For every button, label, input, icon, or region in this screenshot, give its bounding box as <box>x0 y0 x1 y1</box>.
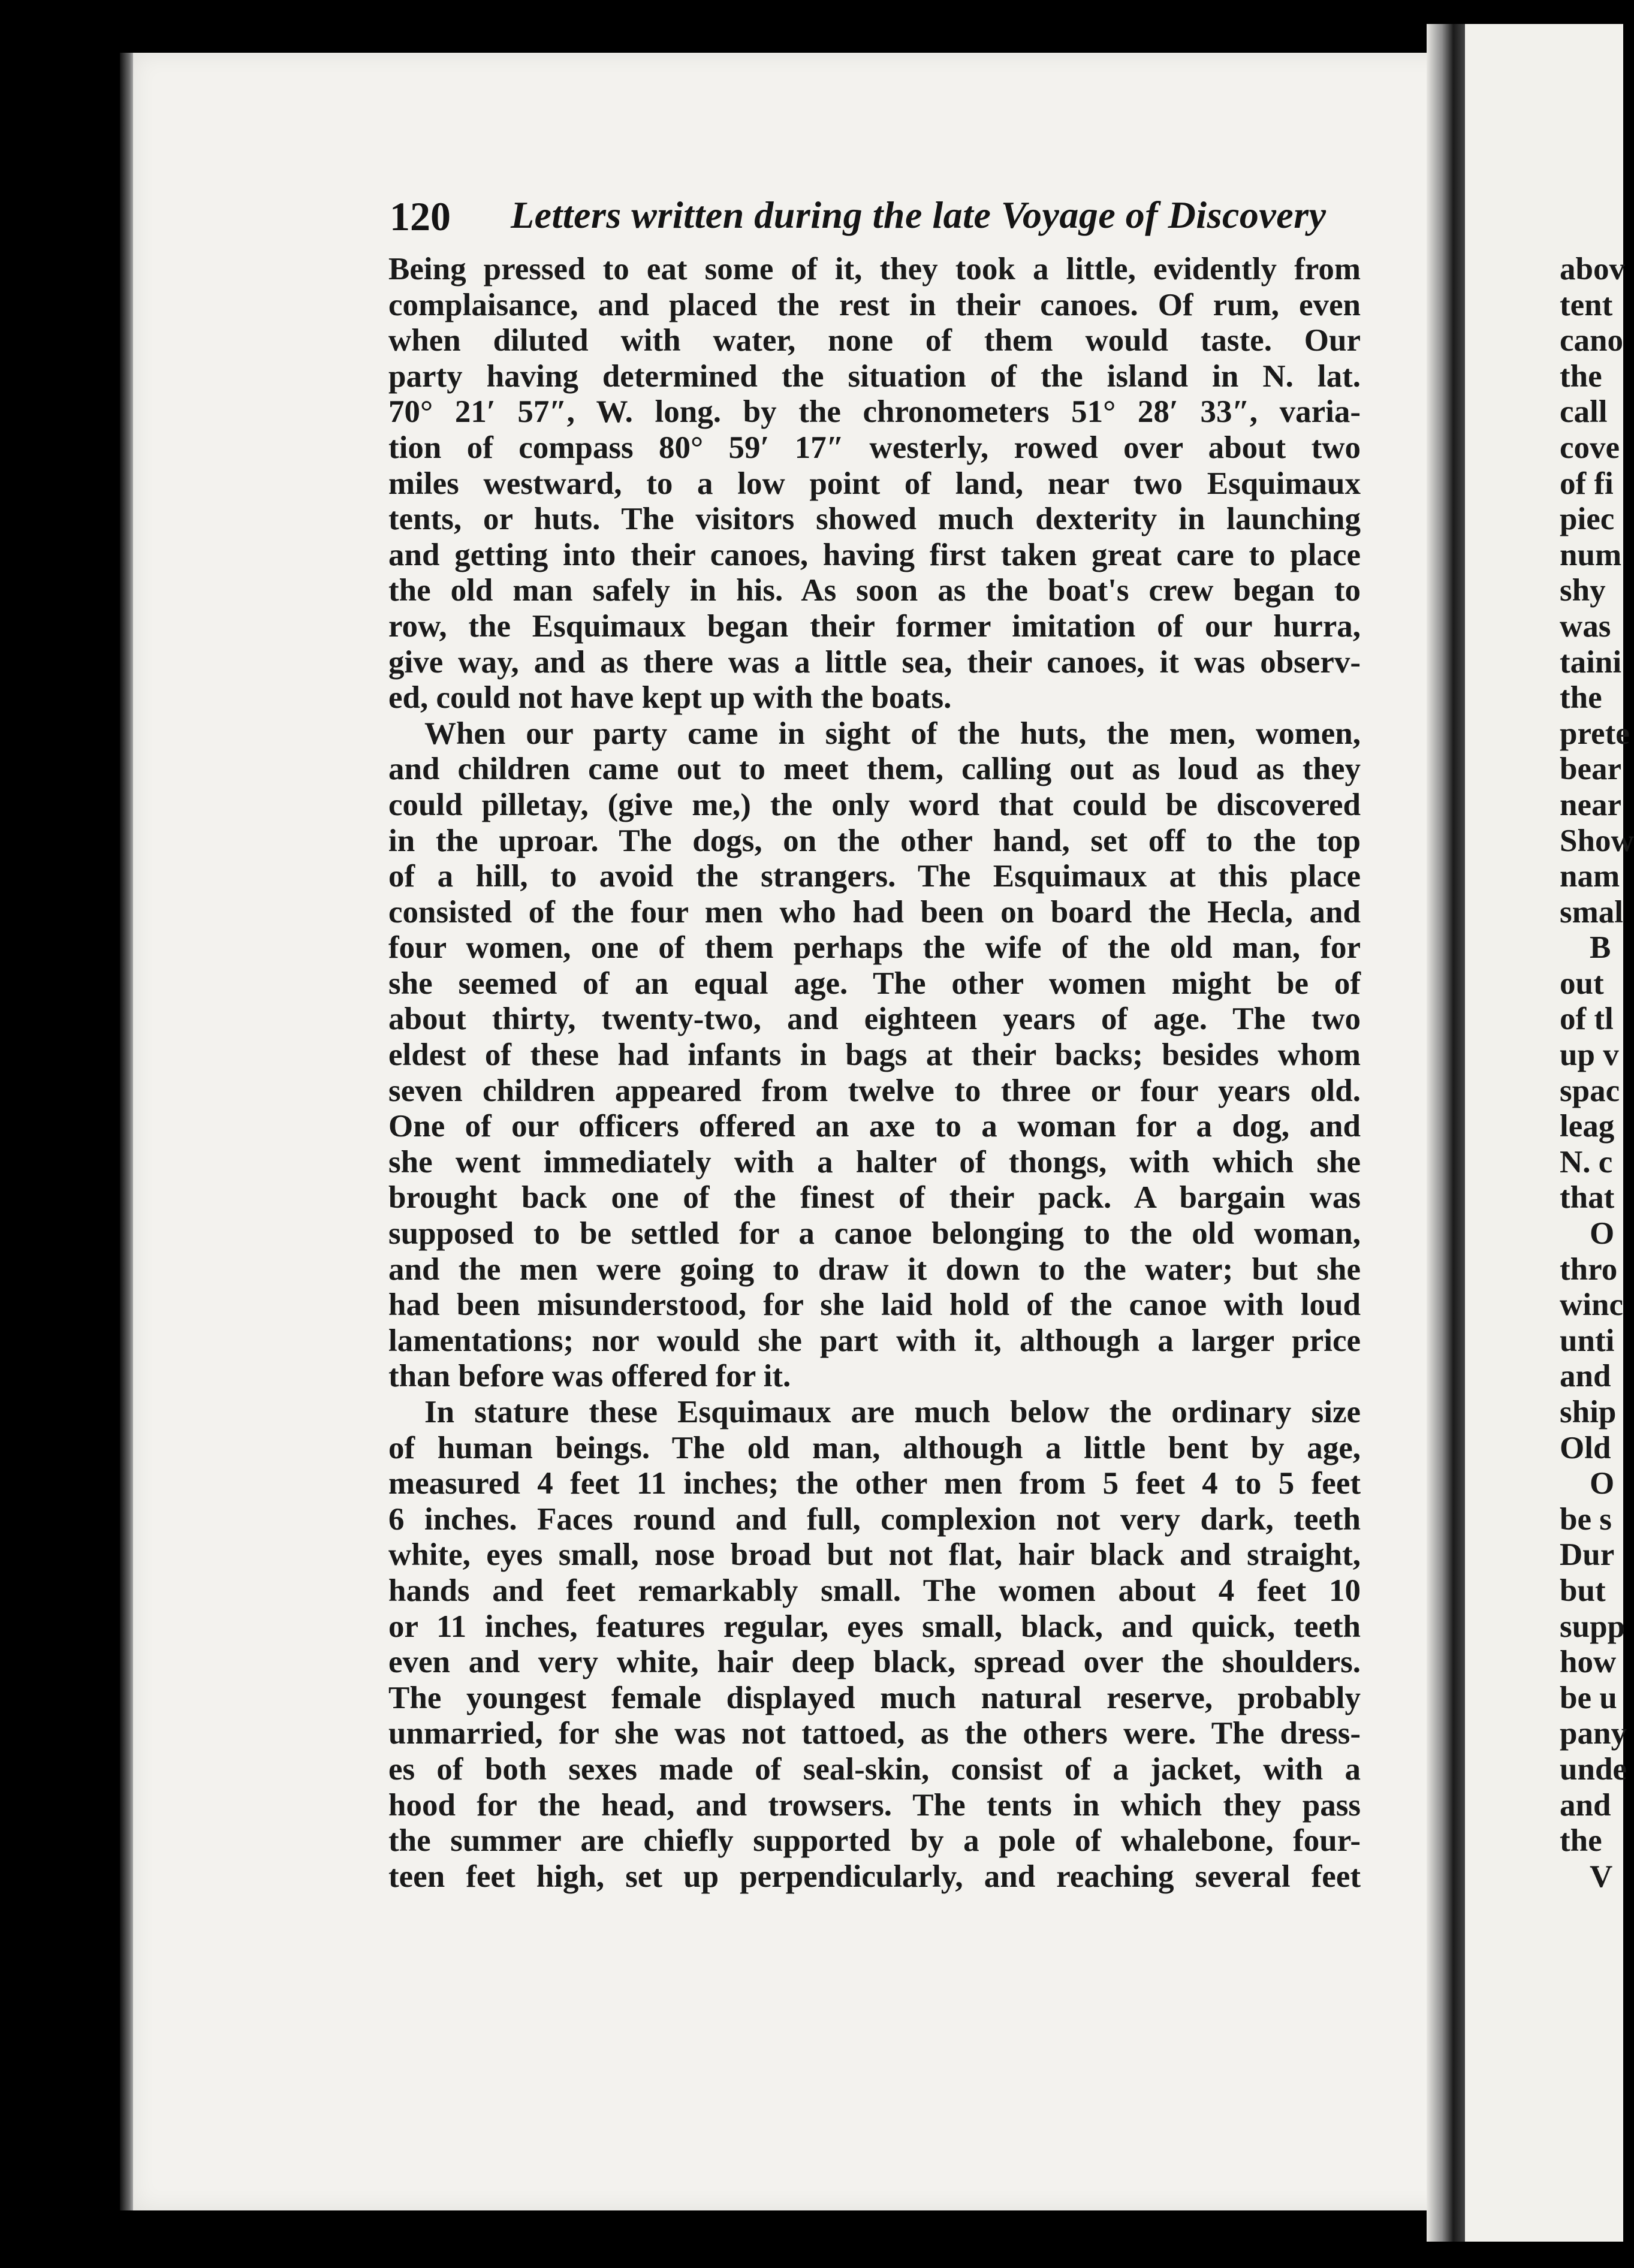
facing-text-line: cano <box>1560 323 1623 358</box>
text-line: The youngest female displayed much natural reserve, probably <box>388 1680 1361 1715</box>
text-line: Being pressed to eat some of it, they took a little, evidently from <box>388 252 1361 286</box>
facing-text-line: prete <box>1560 716 1630 751</box>
text-line: white, eyes small, nose broad but not flat, hair black and straight, <box>388 1537 1361 1573</box>
facing-text-line: V <box>1590 1859 1613 1894</box>
facing-text-line: smal <box>1560 894 1623 930</box>
text-line: she went immediately with a halter of thongs, with which she <box>388 1144 1361 1180</box>
facing-text-line: of tl <box>1560 1002 1614 1037</box>
facing-text-line: piec <box>1560 502 1615 537</box>
facing-text-line: near <box>1560 787 1622 822</box>
facing-text-line: nam <box>1560 859 1620 894</box>
text-line: One of our officers offered an axe to a woman for a dog, and <box>388 1109 1361 1144</box>
page-number: 120 <box>390 194 451 239</box>
text-line: give way, and as there was a little sea, their canoes, it was observ- <box>388 644 1361 680</box>
text-line: four women, one of them perhaps the wife of the old man, for <box>388 930 1361 966</box>
facing-text-line: and <box>1560 1787 1611 1823</box>
facing-text-line: ship <box>1560 1395 1617 1429</box>
text-line: had been misunderstood, for she laid hold of the canoe with loud <box>388 1287 1361 1323</box>
facing-text-line: supp <box>1560 1609 1626 1644</box>
text-line: seven children appeared from twelve to three or four years old. <box>388 1073 1361 1108</box>
text-line: hands and feet remarkably small. The women about 4 feet 10 <box>388 1573 1361 1608</box>
text-line: 70° 21′ 57″, W. long. by the chronometers 51° 28′ 33″, varia- <box>388 394 1361 430</box>
facing-text-line: but <box>1560 1573 1606 1608</box>
facing-text-line: pany <box>1560 1716 1627 1751</box>
text-line: hood for the head, and trowsers. The tents in which they pass <box>388 1787 1361 1823</box>
facing-text-line: how <box>1560 1645 1617 1680</box>
facing-text-line: leag <box>1560 1109 1615 1144</box>
facing-text-line: that <box>1560 1180 1615 1216</box>
text-line: the summer are chiefly supported by a pole of whalebone, four- <box>388 1823 1361 1859</box>
facing-text-line: num <box>1560 537 1622 572</box>
book-gutter <box>1427 24 1465 2242</box>
text-line: teen feet high, set up perpendicularly, and reaching several feet <box>388 1859 1361 1894</box>
text-line: consisted of the four men who had been on board the Hecla, and <box>388 894 1361 930</box>
text-line: es of both sexes made of seal-skin, consist of a jacket, with a <box>388 1751 1361 1787</box>
text-line: When our party came in sight of the huts, the men, women, <box>424 716 1361 751</box>
facing-text-line: Old <box>1560 1430 1611 1465</box>
text-line: row, the Esquimaux began their former imitation of our hurra, <box>388 608 1361 644</box>
text-line: of a hill, to avoid the strangers. The Esquimaux at this place <box>388 859 1361 894</box>
text-line: 6 inches. Faces round and full, complexion not very dark, teeth <box>388 1501 1361 1537</box>
facing-text-line: out <box>1560 966 1604 1001</box>
facing-text-line: taini <box>1560 644 1622 680</box>
facing-text-line: the <box>1560 1823 1602 1859</box>
text-line: about thirty, twenty-two, and eighteen years of age. The two <box>388 1002 1361 1037</box>
facing-text-line: thro <box>1560 1251 1618 1287</box>
facing-text-line: tent <box>1560 287 1613 322</box>
text-line: tion of compass 80° 59′ 17″ westerly, rowed over about two <box>388 430 1361 465</box>
facing-text-line: shy <box>1560 573 1606 608</box>
facing-text-line: spac <box>1560 1073 1620 1108</box>
facing-text-line: was <box>1560 608 1611 644</box>
facing-text-line: and <box>1560 1359 1611 1394</box>
running-title: Letters written during the late Voyage of Discovery <box>511 194 1327 236</box>
text-line: supposed to be settled for a canoe belonging to the old woman, <box>388 1216 1361 1251</box>
facing-text-line: O <box>1590 1216 1615 1251</box>
text-line: party having determined the situation of the island in N. lat. <box>388 358 1361 394</box>
text-line: complaisance, and placed the rest in their canoes. Of rum, even <box>388 287 1361 322</box>
text-line: of human beings. The old man, although a little bent by age, <box>388 1430 1361 1465</box>
text-line: miles westward, to a low point of land, near two Esquimaux <box>388 466 1361 501</box>
text-line: could pilletay, (give me,) the only word that could be discovered <box>388 787 1361 822</box>
facing-text-line: be s <box>1560 1501 1612 1537</box>
text-line: brought back one of the finest of their pack. A bargain was <box>388 1180 1361 1216</box>
text-line: when diluted with water, none of them would taste. Our <box>388 323 1361 358</box>
text-line: measured 4 feet 11 inches; the other men from 5 feet 4 to 5 feet <box>388 1466 1361 1501</box>
facing-text-line: call <box>1560 394 1608 430</box>
facing-text-line: up v <box>1560 1038 1619 1073</box>
facing-text-line: unde <box>1560 1751 1627 1787</box>
text-line: In stature these Esquimaux are much below the ordinary size <box>424 1395 1361 1429</box>
facing-text-line: bear <box>1560 752 1622 787</box>
text-line: the old man safely in his. As soon as the boat's crew began to <box>388 573 1361 608</box>
facing-text-line: of fi <box>1560 466 1614 501</box>
facing-page-text <box>1560 252 1634 1895</box>
facing-text-line: B <box>1590 930 1611 966</box>
facing-text-line: the <box>1560 680 1602 716</box>
text-line: in the uproar. The dogs, on the other hand, set off to the top <box>388 823 1361 858</box>
facing-text-line: Dur <box>1560 1537 1615 1573</box>
text-line: unmarried, for she was not tattoed, as the others were. The dress- <box>388 1716 1361 1751</box>
page-body-text <box>388 252 1361 1895</box>
text-line: and getting into their canoes, having first taken great care to place <box>388 537 1361 572</box>
facing-text-line: cove <box>1560 430 1620 465</box>
facing-text-line: be u <box>1560 1680 1617 1715</box>
text-line: and the men were going to draw it down to the water; but she <box>388 1251 1361 1287</box>
facing-text-line: O <box>1590 1466 1615 1501</box>
text-line: than before was offered for it. <box>388 1359 791 1394</box>
text-line: lamentations; nor would she part with it, although a larger price <box>388 1323 1361 1358</box>
text-line: ed, could not have kept up with the boats. <box>388 680 952 716</box>
facing-text-line: the <box>1560 358 1602 394</box>
text-line: tents, or huts. The visitors showed much dexterity in launching <box>388 502 1361 537</box>
text-line: she seemed of an equal age. The other women might be of <box>388 966 1361 1001</box>
facing-text-line: Show <box>1560 823 1634 858</box>
text-line: even and very white, hair deep black, spread over the shoulders. <box>388 1645 1361 1680</box>
facing-text-line: winc <box>1560 1287 1623 1323</box>
text-line: or 11 inches, features regular, eyes small, black, and quick, teeth <box>388 1609 1361 1644</box>
facing-text-line: N. c <box>1560 1144 1613 1180</box>
facing-text-line: unti <box>1560 1323 1615 1358</box>
text-line: and children came out to meet them, calling out as loud as they <box>388 752 1361 787</box>
facing-text-line: abov <box>1560 252 1625 286</box>
text-line: eldest of these had infants in bags at their backs; besides whom <box>388 1038 1361 1073</box>
